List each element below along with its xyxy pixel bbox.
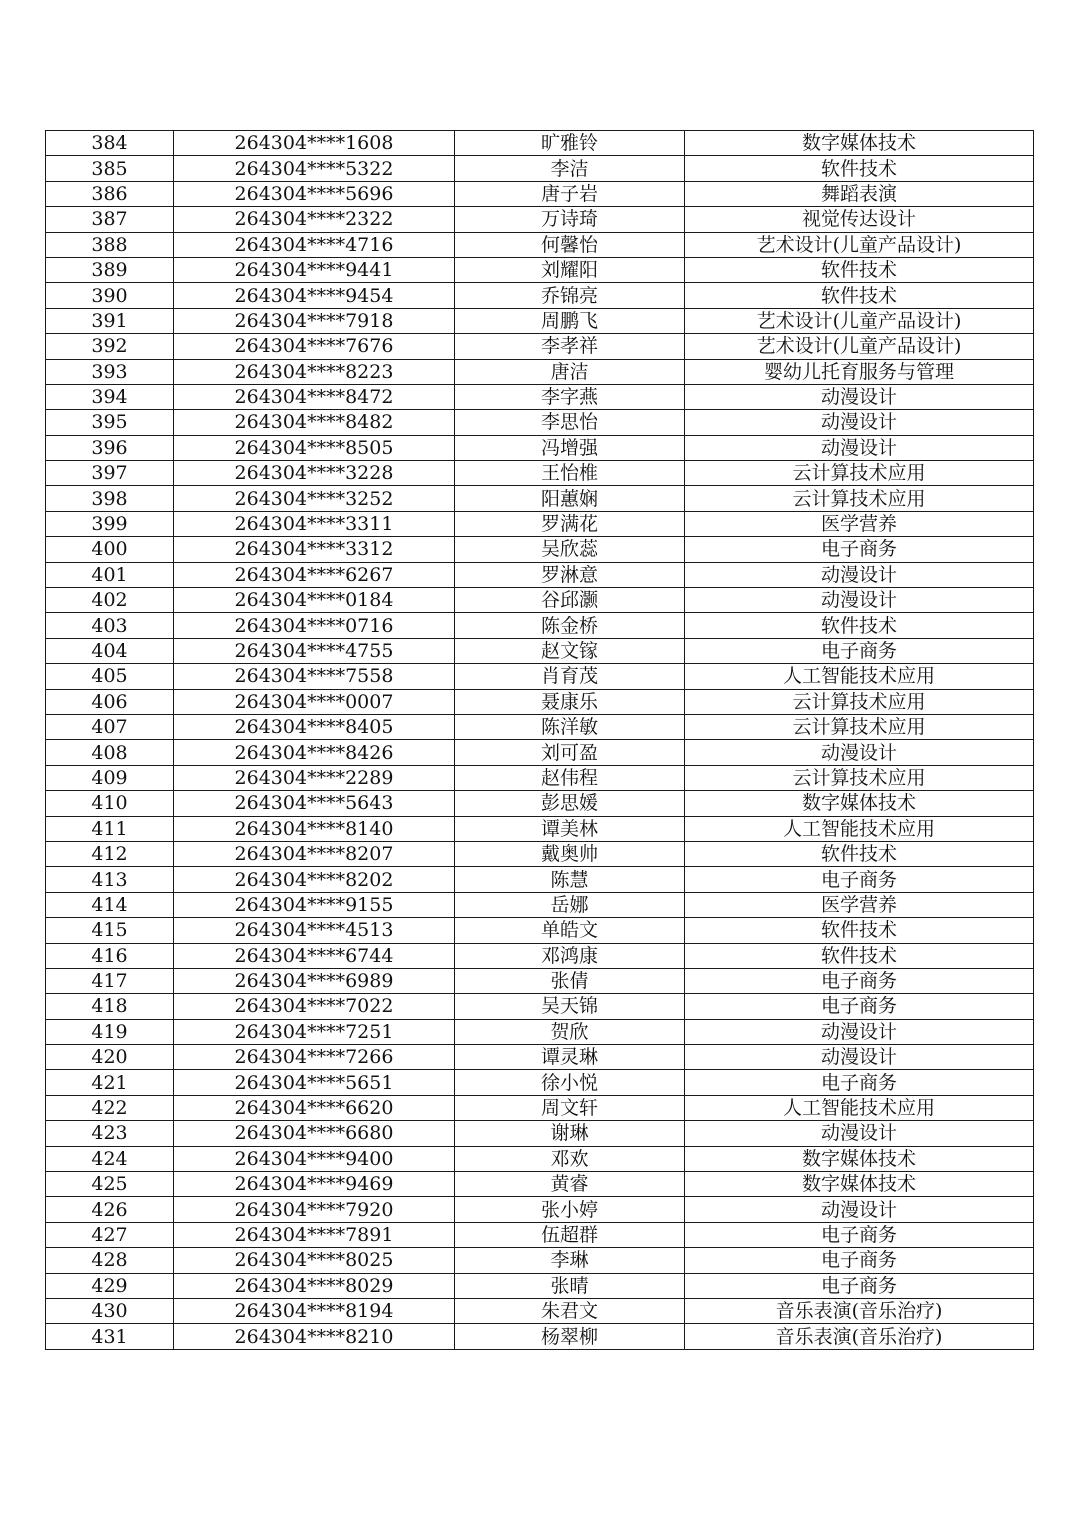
exam-id-cell: 264304****3311	[174, 511, 455, 536]
major-cell: 软件技术	[685, 156, 1034, 181]
student-name-cell: 阳蕙娴	[455, 486, 685, 511]
student-name-cell: 伍超群	[455, 1222, 685, 1247]
serial-number-cell: 412	[46, 841, 174, 866]
exam-id-cell: 264304****3312	[174, 537, 455, 562]
major-cell: 电子商务	[685, 1273, 1034, 1298]
student-name-cell: 朱君文	[455, 1298, 685, 1323]
student-name-cell: 邓欢	[455, 1146, 685, 1171]
serial-number-cell: 405	[46, 664, 174, 689]
major-cell: 软件技术	[685, 257, 1034, 282]
major-cell: 人工智能技术应用	[685, 1095, 1034, 1120]
serial-number-cell: 429	[46, 1273, 174, 1298]
table-row	[46, 1095, 1034, 1120]
exam-id-cell: 264304****9469	[174, 1172, 455, 1197]
student-name-cell: 张倩	[455, 968, 685, 993]
serial-number-cell: 384	[46, 131, 174, 156]
major-cell: 动漫设计	[685, 435, 1034, 460]
table-row	[46, 461, 1034, 486]
serial-number-cell: 409	[46, 765, 174, 790]
student-name-cell: 谢琳	[455, 1121, 685, 1146]
exam-id-cell: 264304****2322	[174, 207, 455, 232]
table-row	[46, 1019, 1034, 1044]
exam-id-cell: 264304****0007	[174, 689, 455, 714]
student-name-cell: 唐子岩	[455, 181, 685, 206]
major-cell: 云计算技术应用	[685, 714, 1034, 739]
student-name-cell: 李孝祥	[455, 334, 685, 359]
student-name-cell: 李洁	[455, 156, 685, 181]
exam-id-cell: 264304****9454	[174, 283, 455, 308]
student-name-cell: 吴天锦	[455, 994, 685, 1019]
exam-id-cell: 264304****7918	[174, 308, 455, 333]
student-name-cell: 张晴	[455, 1273, 685, 1298]
exam-id-cell: 264304****2289	[174, 765, 455, 790]
table-row	[46, 765, 1034, 790]
major-cell: 婴幼儿托育服务与管理	[685, 359, 1034, 384]
exam-id-cell: 264304****5696	[174, 181, 455, 206]
serial-number-cell: 419	[46, 1019, 174, 1044]
table-row	[46, 918, 1034, 943]
major-cell: 医学营养	[685, 511, 1034, 536]
major-cell: 软件技术	[685, 283, 1034, 308]
table-row	[46, 283, 1034, 308]
major-cell: 云计算技术应用	[685, 765, 1034, 790]
student-name-cell: 乔锦亮	[455, 283, 685, 308]
major-cell: 电子商务	[685, 867, 1034, 892]
student-name-cell: 岳娜	[455, 892, 685, 917]
serial-number-cell: 430	[46, 1298, 174, 1323]
major-cell: 艺术设计(儿童产品设计)	[685, 334, 1034, 359]
major-cell: 动漫设计	[685, 1019, 1034, 1044]
table-row	[46, 816, 1034, 841]
table-row	[46, 257, 1034, 282]
exam-id-cell: 264304****6267	[174, 562, 455, 587]
student-name-cell: 赵伟程	[455, 765, 685, 790]
serial-number-cell: 395	[46, 410, 174, 435]
serial-number-cell: 421	[46, 1070, 174, 1095]
student-name-cell: 周文轩	[455, 1095, 685, 1120]
table-row	[46, 994, 1034, 1019]
serial-number-cell: 418	[46, 994, 174, 1019]
exam-id-cell: 264304****8472	[174, 384, 455, 409]
exam-id-cell: 264304****4755	[174, 638, 455, 663]
table-row	[46, 181, 1034, 206]
major-cell: 动漫设计	[685, 410, 1034, 435]
exam-id-cell: 264304****7676	[174, 334, 455, 359]
exam-id-cell: 264304****7251	[174, 1019, 455, 1044]
serial-number-cell: 428	[46, 1248, 174, 1273]
student-name-cell: 刘耀阳	[455, 257, 685, 282]
serial-number-cell: 414	[46, 892, 174, 917]
major-cell: 动漫设计	[685, 562, 1034, 587]
major-cell: 软件技术	[685, 841, 1034, 866]
major-cell: 动漫设计	[685, 384, 1034, 409]
student-name-cell: 万诗琦	[455, 207, 685, 232]
serial-number-cell: 427	[46, 1222, 174, 1247]
table-row	[46, 1070, 1034, 1095]
exam-id-cell: 264304****1608	[174, 131, 455, 156]
student-name-cell: 罗淋意	[455, 562, 685, 587]
major-cell: 动漫设计	[685, 588, 1034, 613]
major-cell: 艺术设计(儿童产品设计)	[685, 308, 1034, 333]
table-row	[46, 1045, 1034, 1070]
serial-number-cell: 416	[46, 943, 174, 968]
major-cell: 动漫设计	[685, 740, 1034, 765]
table-row	[46, 714, 1034, 739]
table-row	[46, 359, 1034, 384]
table-row	[46, 968, 1034, 993]
serial-number-cell: 404	[46, 638, 174, 663]
student-name-cell: 张小婷	[455, 1197, 685, 1222]
table-row	[46, 664, 1034, 689]
exam-id-cell: 264304****7558	[174, 664, 455, 689]
exam-id-cell: 264304****8194	[174, 1298, 455, 1323]
serial-number-cell: 399	[46, 511, 174, 536]
student-name-cell: 杨翠柳	[455, 1324, 685, 1349]
student-roster-table	[45, 130, 1034, 1350]
student-name-cell: 贺欣	[455, 1019, 685, 1044]
student-name-cell: 王怡椎	[455, 461, 685, 486]
major-cell: 云计算技术应用	[685, 461, 1034, 486]
roster-body	[46, 131, 1034, 1350]
exam-id-cell: 264304****0716	[174, 613, 455, 638]
exam-id-cell: 264304****8210	[174, 1324, 455, 1349]
student-name-cell: 何馨怡	[455, 232, 685, 257]
exam-id-cell: 264304****6620	[174, 1095, 455, 1120]
table-row	[46, 1298, 1034, 1323]
serial-number-cell: 393	[46, 359, 174, 384]
exam-id-cell: 264304****7266	[174, 1045, 455, 1070]
serial-number-cell: 422	[46, 1095, 174, 1120]
table-row	[46, 1222, 1034, 1247]
serial-number-cell: 387	[46, 207, 174, 232]
serial-number-cell: 408	[46, 740, 174, 765]
table-row	[46, 156, 1034, 181]
student-name-cell: 唐洁	[455, 359, 685, 384]
serial-number-cell: 390	[46, 283, 174, 308]
table-row	[46, 1121, 1034, 1146]
table-row	[46, 334, 1034, 359]
exam-id-cell: 264304****9155	[174, 892, 455, 917]
table-row	[46, 1172, 1034, 1197]
table-row	[46, 537, 1034, 562]
table-row	[46, 486, 1034, 511]
exam-id-cell: 264304****8426	[174, 740, 455, 765]
major-cell: 软件技术	[685, 613, 1034, 638]
table-row	[46, 841, 1034, 866]
serial-number-cell: 398	[46, 486, 174, 511]
major-cell: 云计算技术应用	[685, 689, 1034, 714]
exam-id-cell: 264304****7920	[174, 1197, 455, 1222]
table-row	[46, 410, 1034, 435]
student-name-cell: 单皓文	[455, 918, 685, 943]
serial-number-cell: 426	[46, 1197, 174, 1222]
major-cell: 舞蹈表演	[685, 181, 1034, 206]
table-row	[46, 435, 1034, 460]
major-cell: 动漫设计	[685, 1197, 1034, 1222]
major-cell: 艺术设计(儿童产品设计)	[685, 232, 1034, 257]
table-row	[46, 740, 1034, 765]
exam-id-cell: 264304****8140	[174, 816, 455, 841]
student-name-cell: 谷邱灏	[455, 588, 685, 613]
table-row	[46, 511, 1034, 536]
exam-id-cell: 264304****0184	[174, 588, 455, 613]
table-row	[46, 1146, 1034, 1171]
major-cell: 软件技术	[685, 943, 1034, 968]
student-name-cell: 彭思媛	[455, 791, 685, 816]
major-cell: 音乐表演(音乐治疗)	[685, 1298, 1034, 1323]
exam-id-cell: 264304****8025	[174, 1248, 455, 1273]
exam-id-cell: 264304****3252	[174, 486, 455, 511]
exam-id-cell: 264304****8029	[174, 1273, 455, 1298]
serial-number-cell: 400	[46, 537, 174, 562]
major-cell: 电子商务	[685, 1248, 1034, 1273]
exam-id-cell: 264304****6744	[174, 943, 455, 968]
student-name-cell: 陈慧	[455, 867, 685, 892]
student-name-cell: 徐小悦	[455, 1070, 685, 1095]
serial-number-cell: 413	[46, 867, 174, 892]
serial-number-cell: 397	[46, 461, 174, 486]
table-row	[46, 131, 1034, 156]
student-name-cell: 赵文镓	[455, 638, 685, 663]
student-name-cell: 谭灵琳	[455, 1045, 685, 1070]
student-name-cell: 旷雅铃	[455, 131, 685, 156]
exam-id-cell: 264304****5651	[174, 1070, 455, 1095]
exam-id-cell: 264304****6989	[174, 968, 455, 993]
serial-number-cell: 407	[46, 714, 174, 739]
exam-id-cell: 264304****8405	[174, 714, 455, 739]
serial-number-cell: 391	[46, 308, 174, 333]
student-name-cell: 吴欣蕊	[455, 537, 685, 562]
major-cell: 人工智能技术应用	[685, 816, 1034, 841]
serial-number-cell: 401	[46, 562, 174, 587]
serial-number-cell: 431	[46, 1324, 174, 1349]
student-name-cell: 罗满花	[455, 511, 685, 536]
student-name-cell: 刘可盈	[455, 740, 685, 765]
exam-id-cell: 264304****6680	[174, 1121, 455, 1146]
table-row	[46, 613, 1034, 638]
table-row	[46, 1197, 1034, 1222]
major-cell: 数字媒体技术	[685, 791, 1034, 816]
major-cell: 云计算技术应用	[685, 486, 1034, 511]
table-row	[46, 232, 1034, 257]
student-name-cell: 李思怡	[455, 410, 685, 435]
student-name-cell: 肖育茂	[455, 664, 685, 689]
student-name-cell: 戴奥帅	[455, 841, 685, 866]
serial-number-cell: 423	[46, 1121, 174, 1146]
student-name-cell: 聂康乐	[455, 689, 685, 714]
student-name-cell: 周鹏飞	[455, 308, 685, 333]
table-row	[46, 308, 1034, 333]
table-row	[46, 1324, 1034, 1349]
table-row	[46, 1273, 1034, 1298]
student-name-cell: 陈金桥	[455, 613, 685, 638]
table-row	[46, 791, 1034, 816]
exam-id-cell: 264304****4513	[174, 918, 455, 943]
serial-number-cell: 410	[46, 791, 174, 816]
exam-id-cell: 264304****9400	[174, 1146, 455, 1171]
serial-number-cell: 394	[46, 384, 174, 409]
exam-id-cell: 264304****8207	[174, 841, 455, 866]
major-cell: 电子商务	[685, 1222, 1034, 1247]
major-cell: 数字媒体技术	[685, 1172, 1034, 1197]
major-cell: 数字媒体技术	[685, 1146, 1034, 1171]
major-cell: 数字媒体技术	[685, 131, 1034, 156]
serial-number-cell: 386	[46, 181, 174, 206]
major-cell: 电子商务	[685, 638, 1034, 663]
exam-id-cell: 264304****4716	[174, 232, 455, 257]
serial-number-cell: 420	[46, 1045, 174, 1070]
serial-number-cell: 415	[46, 918, 174, 943]
student-name-cell: 黄睿	[455, 1172, 685, 1197]
exam-id-cell: 264304****8482	[174, 410, 455, 435]
table-row	[46, 867, 1034, 892]
major-cell: 电子商务	[685, 994, 1034, 1019]
student-name-cell: 邓鸿康	[455, 943, 685, 968]
serial-number-cell: 403	[46, 613, 174, 638]
exam-id-cell: 264304****5322	[174, 156, 455, 181]
table-row	[46, 207, 1034, 232]
major-cell: 电子商务	[685, 1070, 1034, 1095]
serial-number-cell: 388	[46, 232, 174, 257]
exam-id-cell: 264304****9441	[174, 257, 455, 282]
table-row	[46, 943, 1034, 968]
serial-number-cell: 424	[46, 1146, 174, 1171]
major-cell: 动漫设计	[685, 1045, 1034, 1070]
exam-id-cell: 264304****8202	[174, 867, 455, 892]
major-cell: 音乐表演(音乐治疗)	[685, 1324, 1034, 1349]
student-name-cell: 李琳	[455, 1248, 685, 1273]
student-name-cell: 冯增强	[455, 435, 685, 460]
exam-id-cell: 264304****7891	[174, 1222, 455, 1247]
serial-number-cell: 392	[46, 334, 174, 359]
major-cell: 电子商务	[685, 968, 1034, 993]
serial-number-cell: 389	[46, 257, 174, 282]
serial-number-cell: 425	[46, 1172, 174, 1197]
table-row	[46, 689, 1034, 714]
exam-id-cell: 264304****5643	[174, 791, 455, 816]
serial-number-cell: 385	[46, 156, 174, 181]
major-cell: 视觉传达设计	[685, 207, 1034, 232]
table-row	[46, 638, 1034, 663]
exam-id-cell: 264304****7022	[174, 994, 455, 1019]
serial-number-cell: 396	[46, 435, 174, 460]
table-row	[46, 588, 1034, 613]
table-row	[46, 384, 1034, 409]
major-cell: 动漫设计	[685, 1121, 1034, 1146]
serial-number-cell: 411	[46, 816, 174, 841]
major-cell: 人工智能技术应用	[685, 664, 1034, 689]
serial-number-cell: 402	[46, 588, 174, 613]
table-row	[46, 892, 1034, 917]
table-row	[46, 562, 1034, 587]
table-row	[46, 1248, 1034, 1273]
student-name-cell: 李字燕	[455, 384, 685, 409]
major-cell: 电子商务	[685, 537, 1034, 562]
major-cell: 医学营养	[685, 892, 1034, 917]
serial-number-cell: 417	[46, 968, 174, 993]
serial-number-cell: 406	[46, 689, 174, 714]
student-name-cell: 陈洋敏	[455, 714, 685, 739]
exam-id-cell: 264304****8223	[174, 359, 455, 384]
exam-id-cell: 264304****8505	[174, 435, 455, 460]
student-name-cell: 谭美林	[455, 816, 685, 841]
major-cell: 软件技术	[685, 918, 1034, 943]
exam-id-cell: 264304****3228	[174, 461, 455, 486]
